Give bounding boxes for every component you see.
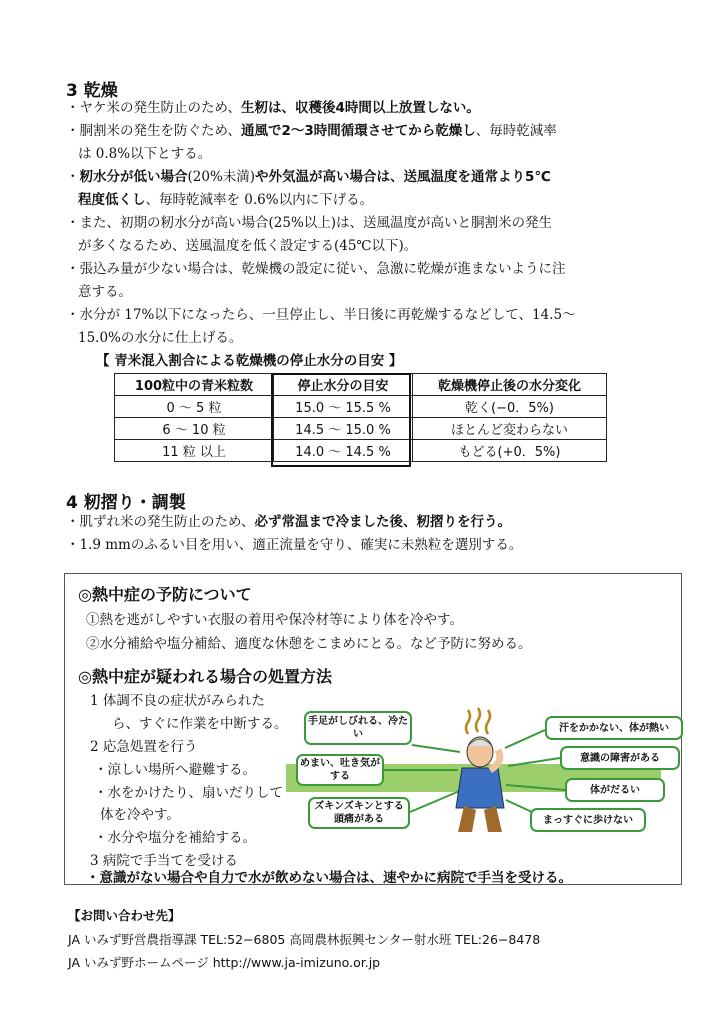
table-cell: 6 〜 10 粒 xyxy=(115,418,274,440)
bold-text: 籾水分が低い場合 xyxy=(79,169,188,185)
step-line: 3 病院で手当てを受ける xyxy=(90,853,238,869)
step-line: ら、すぐに作業を中断する。 xyxy=(112,716,288,732)
contact-line: JA いみず野営農指導課 TEL:52−6805 高岡農林振興センター射水班 TEL:26−8478 xyxy=(68,932,541,947)
treat-title: ◎熱中症が疑われる場合の処置方法 xyxy=(78,667,332,686)
contact-heading: 【お問い合わせ先】 xyxy=(68,908,181,923)
table-header: 100粒中の青米粒数 xyxy=(115,374,274,396)
text: ・ xyxy=(66,169,80,185)
symptom-bubble: 体がだるい xyxy=(565,778,665,802)
text: ・また、初期の籾水分が高い場合(25%以上)は、送風温度が高いと胴割米の発生 xyxy=(66,215,553,231)
text: ・ヤケ米の発生防止のため、 xyxy=(66,100,241,116)
text: ・胴割米の発生を防ぐため、 xyxy=(66,123,241,139)
bold-text: 必ず常温まで冷ました後、籾摺りを行う。 xyxy=(254,514,511,530)
table-cell: 乾く(−0．5%) xyxy=(413,396,607,418)
section3-title: 3 乾燥 xyxy=(66,81,118,101)
table-header: 乾燥機停止後の水分変化 xyxy=(413,374,607,396)
table-header: 停止水分の目安 xyxy=(274,374,413,396)
step-line: 1 体調不良の症状がみられた xyxy=(90,693,265,709)
symptom-bubble: まっすぐに歩けない xyxy=(530,808,646,832)
step-line: ・水をかけたり、扇いだりして xyxy=(94,785,283,801)
step-line: ・水分や塩分を補給する。 xyxy=(94,830,256,846)
text: 、毎時乾減率 xyxy=(475,123,557,139)
step-line: ・涼しい場所へ避難する。 xyxy=(94,762,256,778)
prevent-title: ◎熱中症の予防について xyxy=(78,585,252,604)
bold-text: 生籾は、収穫後4時間以上放置しない。 xyxy=(240,100,480,116)
table-cell: ほとんど変わらない xyxy=(413,418,607,440)
symptom-bubble: めまい、吐き気がする xyxy=(296,754,384,786)
text: は 0.8%以下とする。 xyxy=(78,146,212,162)
table-cell: 11 粒 以上 xyxy=(115,440,274,462)
text: ・水分が 17%以下になったら、一旦停止し、半日後に再乾燥するなどして、14.5〜 xyxy=(66,307,576,323)
table-cell: 15.0 〜 15.5 % xyxy=(274,396,413,418)
emergency-note: ・意識がない場合や自力で水が飲めない場合は、速やかに病院で手当を受ける。 xyxy=(86,870,572,886)
symptom-bubble: 意識の障害がある xyxy=(560,746,680,770)
symptom-bubble: 手足がしびれる、冷たい xyxy=(304,711,412,745)
contact-homepage: JA いみず野ホームページ http://www.ja-imizuno.or.jp xyxy=(68,955,381,970)
bold-text: 程度低くし xyxy=(78,192,146,208)
text: ・張込み量が少ない場合は、乾燥機の設定に従い、急激に乾燥が進まないように注 xyxy=(66,261,566,277)
text: ・1.9 mmのふるい目を用い、適正流量を守り、確実に未熟粒を選別する。 xyxy=(66,537,523,553)
table-cell: 14.0 〜 14.5 % xyxy=(274,440,413,462)
text: 意する。 xyxy=(78,284,132,300)
table-cell: もどる(+0．5%) xyxy=(413,440,607,462)
section4-title: 4 籾摺り・調製 xyxy=(66,493,186,513)
text: ・肌ずれ米の発生防止のため、 xyxy=(66,514,255,530)
symptom-bubble: 汗をかかない、体が熱い xyxy=(545,716,683,740)
prevent-line: ①熱を逃がしやすい衣服の着用や保冷材等により体を冷やす。 xyxy=(86,612,463,628)
text: が多くなるため、送風温度を低く設定する(45℃以下)。 xyxy=(78,238,418,254)
text: 、毎時乾減率を 0.6%以内に下げる。 xyxy=(145,192,374,208)
prevent-line: ②水分補給や塩分補給、適度な休憩をこまめにとる。など予防に努める。 xyxy=(86,636,532,652)
step-line: 体を冷やす。 xyxy=(100,807,180,823)
sick-person-illustration xyxy=(440,706,520,836)
text: (20%未満) xyxy=(187,169,256,185)
text: 15.0%の水分に仕上げる。 xyxy=(78,330,243,346)
symptom-bubble: ズキンズキンとする頭痛がある xyxy=(308,797,410,829)
table-cell: 0 〜 5 粒 xyxy=(115,396,274,418)
bold-text: や外気温が高い場合は、送風温度を通常より5℃ xyxy=(255,169,551,185)
table-cell: 14.5 〜 15.0 % xyxy=(274,418,413,440)
step-line: 2 応急処置を行う xyxy=(90,739,198,755)
table-caption: 【 青米混入割合による乾燥機の停止水分の目安 】 xyxy=(96,353,403,369)
bold-text: 通風で2〜3時間循環させてから乾燥し xyxy=(240,123,476,139)
